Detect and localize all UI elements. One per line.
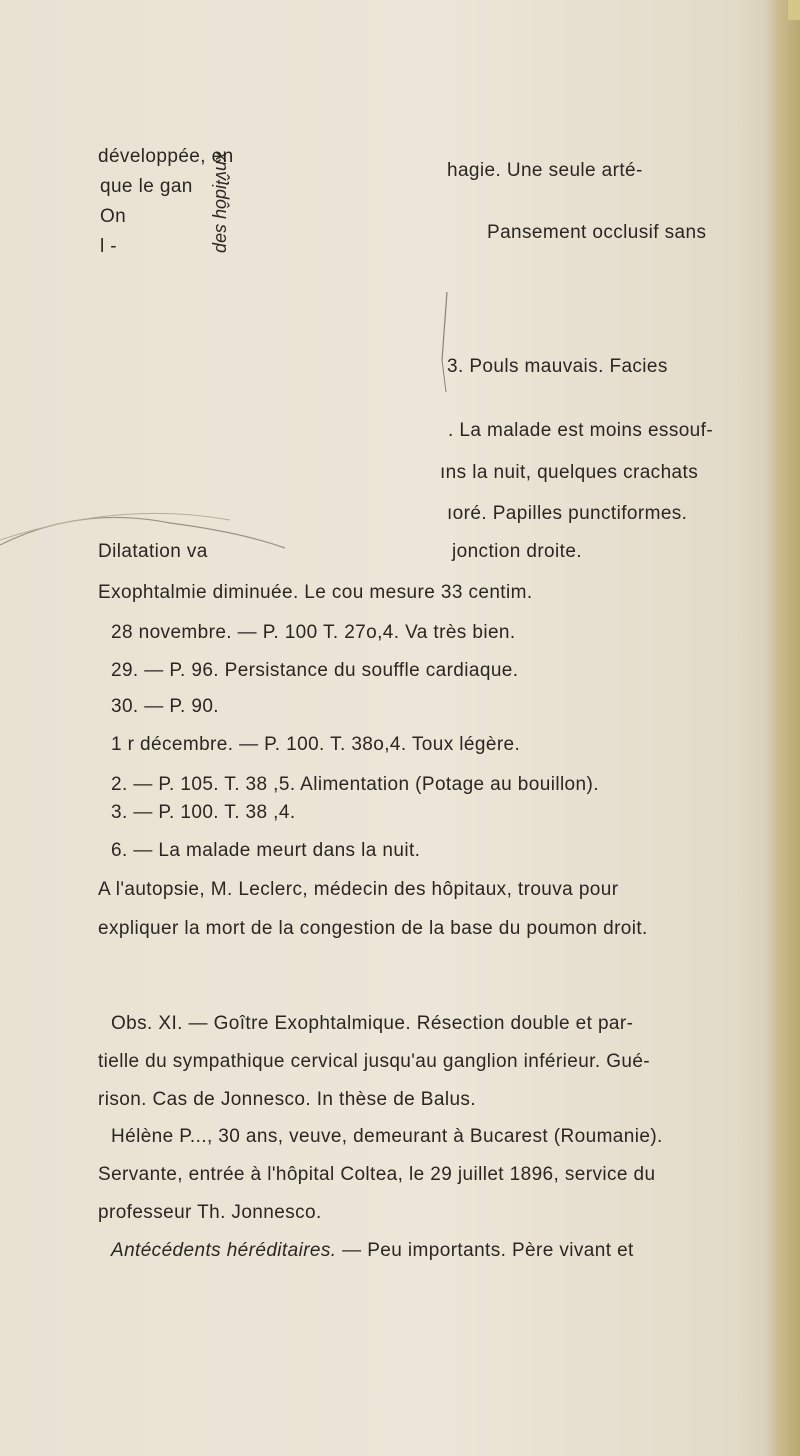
obs-line-1: Obs. XI. — Goître Exophtalmique. Résection double et par- [111,1013,634,1034]
fragment-line-1: développée, en [98,146,234,167]
body-line-6: 2. — P. 105. T. 38 ,5. Alimentation (Potage au bouillon). [111,774,599,795]
edge-stain [788,0,800,20]
obs-line-4: Hélène P..., 30 ans, veuve, demeurant à Bucarest (Roumanie). [111,1126,663,1147]
page-edge [766,0,800,1456]
fragment-line-2: que le gan [100,176,193,197]
body-line-9: A l'autopsie, M. Leclerc, médecin des hôpitaux, trouva pour [98,879,619,900]
body-line-5: 1 r décembre. — P. 100. T. 38o,4. Toux légère. [111,734,521,755]
fragment-label-dilatation: Dilatation va [98,541,208,562]
obs-line-6: professeur Th. Jonnesco. [98,1202,322,1223]
fragment-right-line-5: ıns la nuit, quelques crachats [440,462,699,483]
fragment-line-4: l - [100,236,118,257]
body-line-3: 29. — P. 96. Persistance du souffle cardiaque. [111,660,519,681]
fragment-right-line-7: jonction droite. [452,541,582,562]
body-line-8: 6. — La malade meurt dans la nuit. [111,840,421,861]
obs-line-7 [111,1240,634,1262]
body-line-10: expliquer la mort de la congestion de la base du poumon droit. [98,918,648,939]
antecedents-text: — Peu importants. Père vivant et [336,1240,634,1261]
obs-line-3: rison. Cas de Jonnesco. In thèse de Balus. [98,1089,477,1110]
italic-heading-antecedents: Antécédents héréditaires. [111,1240,337,1261]
fragment-rotated-text: xnv̂ʇᴉdôɥ sǝp [212,152,232,254]
obs-line-5: Servante, entrée à l'hôpital Coltea, le 29 juillet 1896, service du [98,1164,656,1185]
fragment-right-line-1: hagie. Une seule arté- [447,160,643,181]
obs-line-2: tielle du sympathique cervical jusqu'au ganglion inférieur. Gué- [98,1051,651,1072]
body-line-1: Exophtalmie diminuée. Le cou mesure 33 centim. [98,582,533,603]
body-line-7: 3. — P. 100. T. 38 ,4. [111,802,296,823]
fragment-right-line-3: 3. Pouls mauvais. Facies [447,356,668,377]
fragment-right-line-4: . La malade est moins essouf- [448,420,714,441]
fragment-right-line-6: ıoré. Papilles punctiformes. [447,503,688,524]
fragment-right-line-2: Pansement occlusif sans [487,222,707,243]
fragment-line-3: On [100,206,127,227]
body-line-2: 28 novembre. — P. 100 T. 27o,4. Va très bien. [111,622,516,643]
body-line-4: 30. — P. 90. [111,696,219,717]
